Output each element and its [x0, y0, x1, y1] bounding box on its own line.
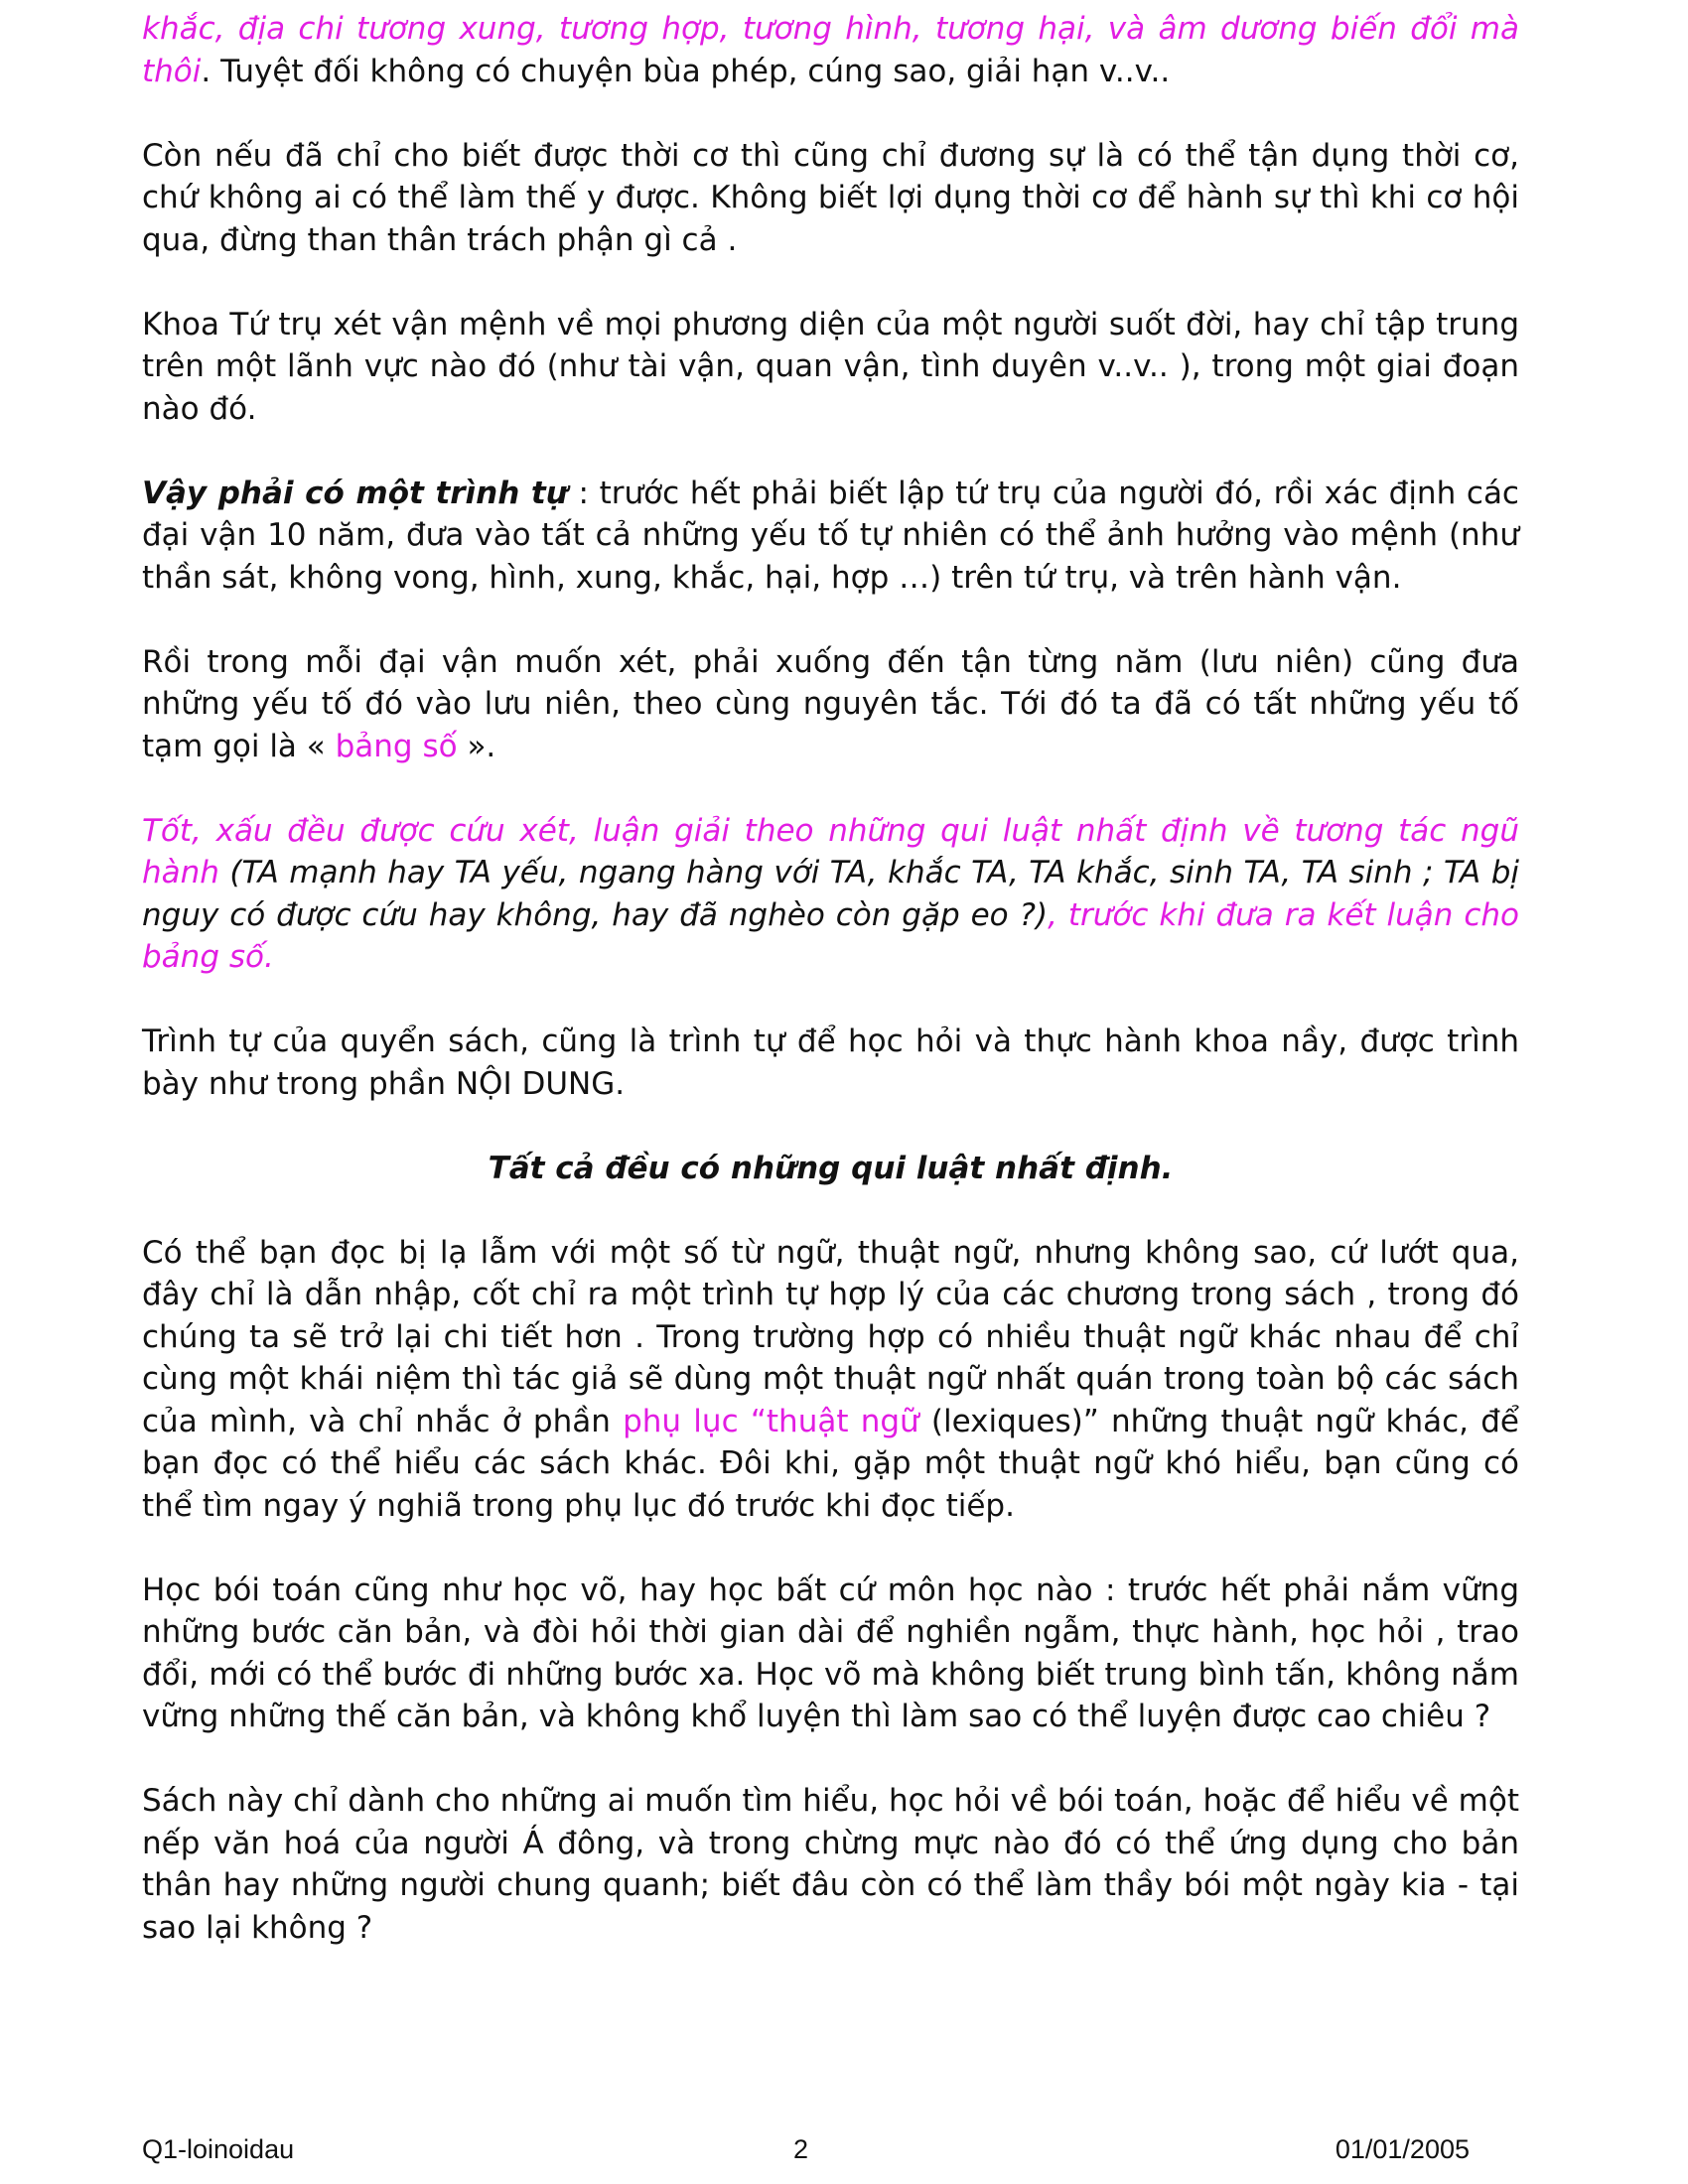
paragraph-9: Học bói toán cũng như học võ, hay học bất cứ môn học nào : trước hết phải nắm vững những bước căn bản, và đòi hỏi thời gian dài để nghiền ngẫm, thực hành, học hỏi , trao đổi, mới có thể bước đi những bước xa. Học võ mà không biết trung bình tấn, không nắm vững những thế căn bản, và không khổ luyện thì làm sao có thể luyện được cao chiêu ? — [142, 1571, 1519, 1734]
document-page — [142, 8, 1519, 1991]
paragraph-2: Còn nếu đã chỉ cho biết được thời cơ thì cũng chỉ đương sự là có thể tận dụng thời cơ, chứ không ai có thể làm thế y được. Không biết lợi dụng thời cơ để hành sự thì khi cơ hội qua, đừng than thân trách phận gì cả . — [142, 137, 1519, 258]
paragraph-10: Sách này chỉ dành cho những ai muốn tìm hiểu, học hỏi về bói toán, hoặc để hiểu về một nếp văn hoá của người Á đông, và trong chừng mực nào đó có thể ứng dụng cho bản thân hay những người chung quanh; biết đâu còn có thể làm thầy bói một ngày kia - tại sao lại không ? — [142, 1783, 1519, 1946]
paragraph-6-text: (TA mạnh hay TA yếu, ngang hàng với TA, khắc TA, TA khắc, sinh TA, TA sinh ; TA bị nguy có được cứu hay không, hay đã nghèo còn gặp eo ?) — [142, 855, 1519, 933]
paragraph-1-highlight: khắc, địa chi tương xung, tương hợp, tương hình, tương hại, và âm dương biến đổi mà thôi — [142, 11, 1519, 89]
paragraph-4-text: : trước hết phải biết lập tứ trụ của người đó, rồi xác định các đại vận 10 năm, đưa vào tất cả những yếu tố tự nhiên có thể ảnh hưởng vào mệnh (như thần sát, không vong, hình, xung, khắc, hại, hợp …) trên tứ trụ, và trên hành vận. — [142, 475, 1519, 596]
paragraph-5-tail: ». — [457, 728, 496, 764]
paragraph-8-link: phụ lục “thuật ngữ — [623, 1403, 919, 1439]
paragraph-5-text: Rồi trong mỗi đại vận muốn xét, phải xuống đến tận từng năm (lưu niên) cũng đưa những yếu tố đó vào lưu niên, theo cùng nguyên tắc. Tới đó ta đã có tất những yếu tố tạm gọi là « — [142, 643, 1519, 764]
footer-filename: Q1-loinoidau — [142, 2134, 295, 2164]
paragraph-7: Trình tự của quyển sách, cũng là trình tự để học hỏi và thực hành khoa nầy, được trình bày như trong phần NỘI DUNG. — [142, 1024, 1519, 1102]
paragraph-8 — [142, 1232, 1519, 1528]
page-footer — [142, 2134, 1470, 2174]
paragraph-4-lead: Vậy phải có một trình tự — [142, 475, 568, 511]
paragraph-6-tail: , trước khi đưa ra kết luận cho bảng số. — [142, 896, 1519, 975]
paragraph-8-text: Có thể bạn đọc bị lạ lẫm với một số từ ngữ, thuật ngữ, nhưng không sao, cứ lướt qua, đây chỉ là dẫn nhập, cốt chỉ ra một trình tự hợp lý của các chương trong sách , trong đó chúng ta sẽ trở lại chi tiết hơn . Trong trường hợp có nhiều thuật ngữ khác nhau để chỉ cùng một khái niệm thì tác giả sẽ dùng một thuật ngữ nhất quán trong toàn bộ các sách của mình, và chỉ nhắc ở phần — [142, 1234, 1519, 1439]
paragraph-5 — [142, 641, 1519, 768]
paragraph-1 — [142, 8, 1519, 92]
section-heading: Tất cả đều có những qui luật nhất định. — [488, 1150, 1174, 1186]
paragraph-8-tail: (lexiques)” những thuật ngữ khác, để bạn đọc có thể hiểu các sách khác. Đôi khi, gặp một thuật ngữ khó hiểu, bạn cũng có thể tìm ngay ý nghiã trong phụ lục đó trước khi đọc tiếp. — [142, 1403, 1519, 1524]
paragraph-4 — [142, 473, 1519, 600]
paragraph-3: Khoa Tứ trụ xét vận mệnh về mọi phương diện của một người suốt đời, hay chỉ tập trung trên một lãnh vực nào đó (như tài vận, quan vận, tình duyên v..v.. ), trong một giai đoạn nào đó. — [142, 306, 1519, 427]
paragraph-6 — [142, 810, 1519, 979]
paragraph-5-highlight: bảng số — [335, 728, 458, 764]
paragraph-1-text: . Tuyệt đối không có chuyện bùa phép, cúng sao, giải hạn v..v.. — [201, 53, 1171, 89]
footer-date: 01/01/2005 — [1335, 2134, 1470, 2164]
paragraph-6-highlight: Tốt, xấu đều được cứu xét, luận giải theo những qui luật nhất định về tương tác ngũ hành — [142, 812, 1519, 890]
footer-page-number: 2 — [793, 2134, 809, 2164]
